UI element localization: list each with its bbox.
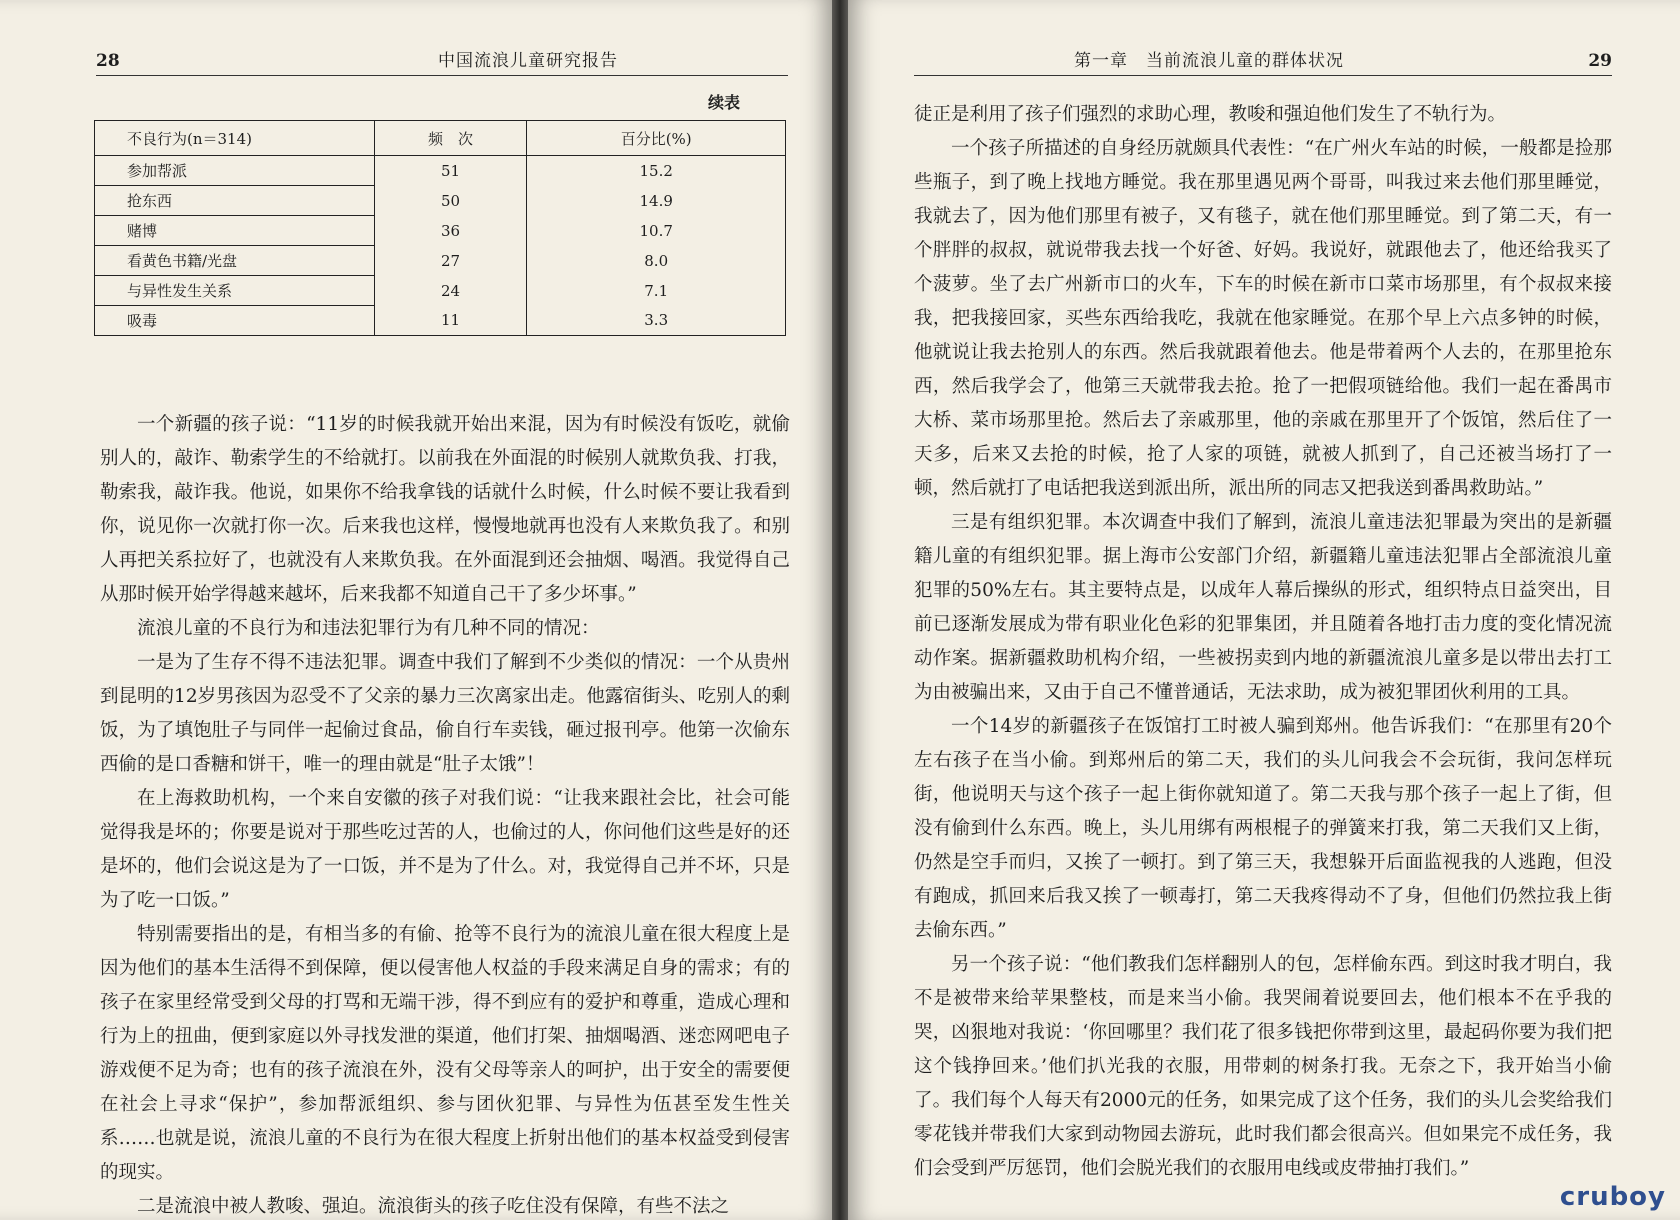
body-paragraph: 徒正是利用了孩子们强烈的求助心理，教唆和强迫他们发生了不轨行为。 bbox=[914, 104, 1507, 125]
body-paragraph: 流浪儿童的不良行为和违法犯罪行为有几种不同的情况： bbox=[137, 618, 600, 639]
table-cell-frequency: 50 bbox=[374, 186, 527, 216]
table-cell-frequency: 11 bbox=[374, 306, 527, 336]
right-page-header bbox=[914, 40, 1612, 76]
table-header-row bbox=[95, 121, 786, 156]
table-cell-behavior: 与异性发生关系 bbox=[95, 276, 375, 306]
table-cell-behavior: 吸毒 bbox=[95, 306, 375, 336]
watermark-text: cruboy bbox=[1559, 1182, 1666, 1212]
body-paragraph: 另一个孩子说：“他们教我们怎样翻别人的包，怎样偷东西。到这时我才明白，我不是被带来给苹果整枝，而是来当小偷。我哭闹着说要回去，他们根本不在乎我的哭，凶狠地对我说：‘你回哪里？我们花了很多钱把你带到这里，最起码你要为我们把这个钱挣回来。’他们扒光我的衣服，用带刺的树条打我。无奈之下，我开始当小偷了。我们每个人每天有2000元的任务，如果完成了这个任务，我们的头儿会奖给我们零花钱并带我们大家到动物园去游玩，此时我们都会很高兴。但如果完不成任务，我们会受到严厉惩罚，他们会脱光我们的衣服用电线或皮带抽打我们。” bbox=[914, 954, 1612, 1179]
body-paragraph: 三是有组织犯罪。本次调查中我们了解到，流浪儿童违法犯罪最为突出的是新疆籍儿童的有组织犯罪。据上海市公安部门介绍，新疆籍儿童违法犯罪占全部流浪儿童犯罪的50%左右。其主要特点是，以成年人幕后操纵的形式，组织特点日益突出，目前已逐渐发展成为带有职业化色彩的犯罪集团，并且随着各地打击力度的变化情况流动作案。据新疆救助机构介绍，一些被拐卖到内地的新疆流浪儿童多是以带出去打工为由被骗出来，又由于自己不懂普通话，无法求助，成为被犯罪团伙利用的工具。 bbox=[914, 512, 1612, 703]
table-cell-behavior: 抢东西 bbox=[95, 186, 375, 216]
right-page bbox=[848, 0, 1680, 1220]
table-cell-percentage: 15.2 bbox=[527, 156, 786, 186]
table-cell-percentage: 8.0 bbox=[527, 246, 786, 276]
table-cell-frequency: 36 bbox=[374, 216, 527, 246]
continued-table-label: 续表 bbox=[708, 93, 741, 112]
table-cell-behavior: 赌博 bbox=[95, 216, 375, 246]
left-page-body bbox=[100, 408, 790, 1220]
table-cell-percentage: 10.7 bbox=[527, 216, 786, 246]
running-title: 第一章 当前流浪儿童的群体状况 bbox=[1074, 51, 1344, 71]
table-cell-behavior: 看黄色书籍/光盘 bbox=[95, 246, 375, 276]
right-page-body bbox=[914, 98, 1612, 1186]
left-page-header bbox=[96, 40, 788, 76]
body-paragraph: 在上海救助机构，一个来自安徽的孩子对我们说：“让我来跟社会比，社会可能觉得我是坏的；你要是说对于那些吃过苦的人，也偷过的人，你问他们这些是好的还是坏的，他们会说这是为了一口饭，并不是为了什么。对，我觉得自己并不坏，只是为了吃一口饭。” bbox=[100, 788, 790, 911]
table-row bbox=[95, 306, 786, 336]
table-row bbox=[95, 186, 786, 216]
table-cell-percentage: 7.1 bbox=[527, 276, 786, 306]
left-page bbox=[0, 0, 832, 1220]
body-paragraph: 一个新疆的孩子说：“11岁的时候我就开始出来混，因为有时候没有饭吃，就偷别人的，敲诈、勒索学生的不给就打。以前我在外面混的时候别人就欺负我、打我，勒索我，敲诈我。他说，如果你不给我拿钱的话就什么时候，什么时候不要让我看到你，说见你一次就打你一次。后来我也这样，慢慢地就再也没有人来欺负我了。和别人再把关系拉好了，也就没有人来欺负我。在外面混到还会抽烟、喝酒。我觉得自己从那时候开始学得越来越坏，后来我都不知道自己干了多少坏事。” bbox=[100, 414, 790, 605]
page-number: 28 bbox=[96, 51, 120, 71]
running-title: 中国流浪儿童研究报告 bbox=[438, 51, 618, 71]
table-cell-frequency: 24 bbox=[374, 276, 527, 306]
book-gutter bbox=[832, 0, 848, 1220]
table-row bbox=[95, 156, 786, 186]
table-cell-percentage: 14.9 bbox=[527, 186, 786, 216]
column-header-frequency: 频 次 bbox=[374, 121, 527, 156]
column-header-percentage: 百分比(%) bbox=[527, 121, 786, 156]
table-cell-percentage: 3.3 bbox=[527, 306, 786, 336]
table-cell-frequency: 51 bbox=[374, 156, 527, 186]
body-paragraph: 一是为了生存不得不违法犯罪。调查中我们了解到不少类似的情况：一个从贵州到昆明的12岁男孩因为忍受不了父亲的暴力三次离家出走。他露宿街头、吃别人的剩饭，为了填饱肚子与同伴一起偷过食品，偷自行车卖钱，砸过报刊亭。他第一次偷东西偷的是口香糖和饼干，唯一的理由就是“肚子太饿”！ bbox=[100, 652, 790, 775]
behavior-statistics-table bbox=[94, 120, 786, 336]
body-paragraph: 一个孩子所描述的自身经历就颇具代表性：“在广州火车站的时候，一般都是捡那些瓶子，到了晚上找地方睡觉。我在那里遇见两个哥哥，叫我过来去他们那里睡觉，我就去了，因为他们那里有被子，又有毯子，就在他们那里睡觉。到了第二天，有一个胖胖的叔叔，就说带我去找一个好爸、好妈。我说好，就跟他去了，他还给我买了个菠萝。坐了去广州新市口的火车，下车的时候在新市口菜市场那里，有个叔叔来接我，把我接回家，买些东西给我吃，我就在他家睡觉。在那个早上六点多钟的时候，他就说让我去抢别人的东西。然后我就跟着他去。他是带着两个人去的，在那里抢东西，然后我学会了，他第三天就带我去抢。抢了一把假项链给他。我们一起在番禺市大桥、菜市场那里抢。然后去了亲戚那里，他的亲戚在那里开了个饭馆，然后住了一天多，后来又去抢的时候，抢了人家的项链，就被人抓到了，自己还被当场打了一顿，然后就打了电话把我送到派出所，派出所的同志又把我送到番禺救助站。” bbox=[914, 138, 1612, 499]
table-cell-frequency: 27 bbox=[374, 246, 527, 276]
column-header-behavior: 不良行为(n＝314) bbox=[95, 121, 375, 156]
body-paragraph: 一个14岁的新疆孩子在饭馆打工时被人骗到郑州。他告诉我们：“在那里有20个左右孩子在当小偷。到郑州后的第二天，我们的头儿问我会不会玩街，我问怎样玩街，他说明天与这个孩子一起上街你就知道了。第二天我与那个孩子一起上了街，但没有偷到什么东西。晚上，头儿用绑有两根棍子的弹簧来打我，第二天我们又上街，仍然是空手而归，又挨了一顿打。到了第三天，我想躲开后面监视我的人逃跑，但没有跑成，抓回来后我又挨了一顿毒打，第二天我疼得动不了身，但他们仍然拉我上街去偷东西。” bbox=[914, 716, 1612, 941]
body-paragraph: 二是流浪中被人教唆、强迫。流浪街头的孩子吃住没有保障，有些不法之 bbox=[137, 1196, 730, 1217]
table-cell-behavior: 参加帮派 bbox=[95, 156, 375, 186]
page-number: 29 bbox=[1588, 51, 1612, 71]
table-row bbox=[95, 246, 786, 276]
table-row bbox=[95, 276, 786, 306]
body-paragraph: 特别需要指出的是，有相当多的有偷、抢等不良行为的流浪儿童在很大程度上是因为他们的基本生活得不到保障，便以侵害他人权益的手段来满足自身的需求；有的孩子在家里经常受到父母的打骂和无端干涉，得不到应有的爱护和尊重，造成心理和行为上的扭曲，便到家庭以外寻找发泄的渠道，他们打架、抽烟喝酒、迷恋网吧电子游戏便不足为奇；也有的孩子流浪在外，没有父母等亲人的呵护，出于安全的需要便在社会上寻求“保护”，参加帮派组织、参与团伙犯罪、与异性为伍甚至发生性关系……也就是说，流浪儿童的不良行为在很大程度上折射出他们的基本权益受到侵害的现实。 bbox=[100, 924, 790, 1183]
table-row bbox=[95, 216, 786, 246]
